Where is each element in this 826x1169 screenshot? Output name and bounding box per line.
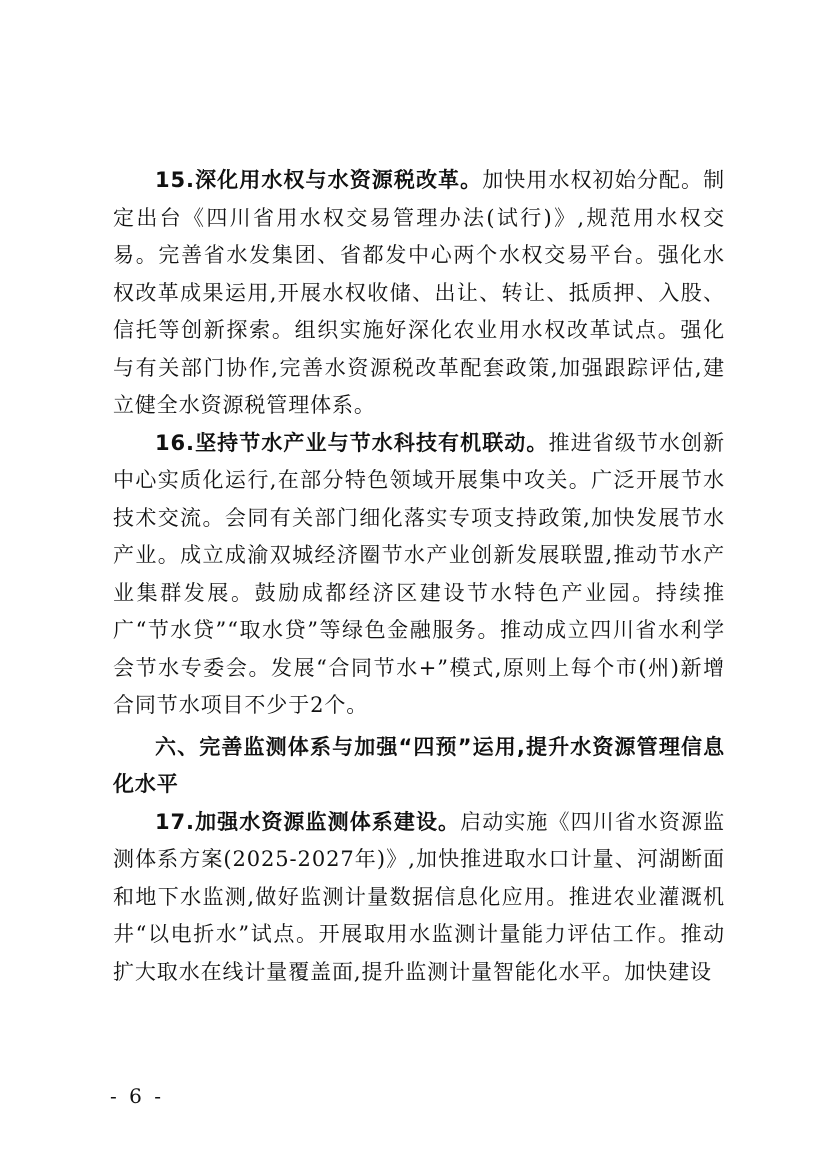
paragraph-15 <box>113 162 725 425</box>
paragraph-16-lead: 16.坚持节水产业与节水科技有机联动。 <box>155 430 549 455</box>
paragraph-17-lead: 17.加强水资源监测体系建设。 <box>155 809 461 834</box>
paragraph-15-text: 加快用水权初始分配。制定出台《四川省用水权交易管理办法(试行)》,规范用水权交易。完善省水发集团、省都发中心两个水权交易平台。强化水权改革成果运用,开展水权收储、出让、转让、抵质押、入股、信托等创新探索。组织实施好深化农业用水权改革试点。强化与有关部门协作,完善水资源税改革配套政策,加强跟踪评估,建立健全水资源税管理体系。 <box>113 168 725 417</box>
paragraph-16 <box>113 425 725 725</box>
paragraph-16-text: 推进省级节水创新中心实质化运行,在部分特色领域开展集中攻关。广泛开展节水技术交流。会同有关部门细化落实专项支持政策,加快发展节水产业。成立成渝双城经济圈节水产业创新发展联盟,推动节水产业集群发展。鼓励成都经济区建设节水特色产业园。持续推广“节水贷”“取水贷”等绿色金融服务。推动成立四川省水利学会节水专委会。发展“合同节水+”模式,原则上每个市(州)新增合同节水项目不少于2个。 <box>113 430 725 717</box>
section-heading: 六、完善监测体系与加强“四预”运用,提升水资源管理信息化水平 <box>113 734 725 796</box>
paragraph-17 <box>113 804 725 992</box>
document-body <box>113 162 725 991</box>
page-number: - 6 - <box>110 1084 164 1108</box>
paragraph-15-lead: 15.深化用水权与水资源税改革。 <box>155 168 483 192</box>
paragraph-17-text: 启动实施《四川省水资源监测体系方案(2025-2027年)》,加快推进取水口计量、河湖断面和地下水监测,做好监测计量数据信息化应用。推进农业灌溉机井“以电折水”试点。开展取用水监测计量能力评估工作。推动扩大取水在线计量覆盖面,提升监测计量智能化水平。加快建设 <box>113 809 725 984</box>
